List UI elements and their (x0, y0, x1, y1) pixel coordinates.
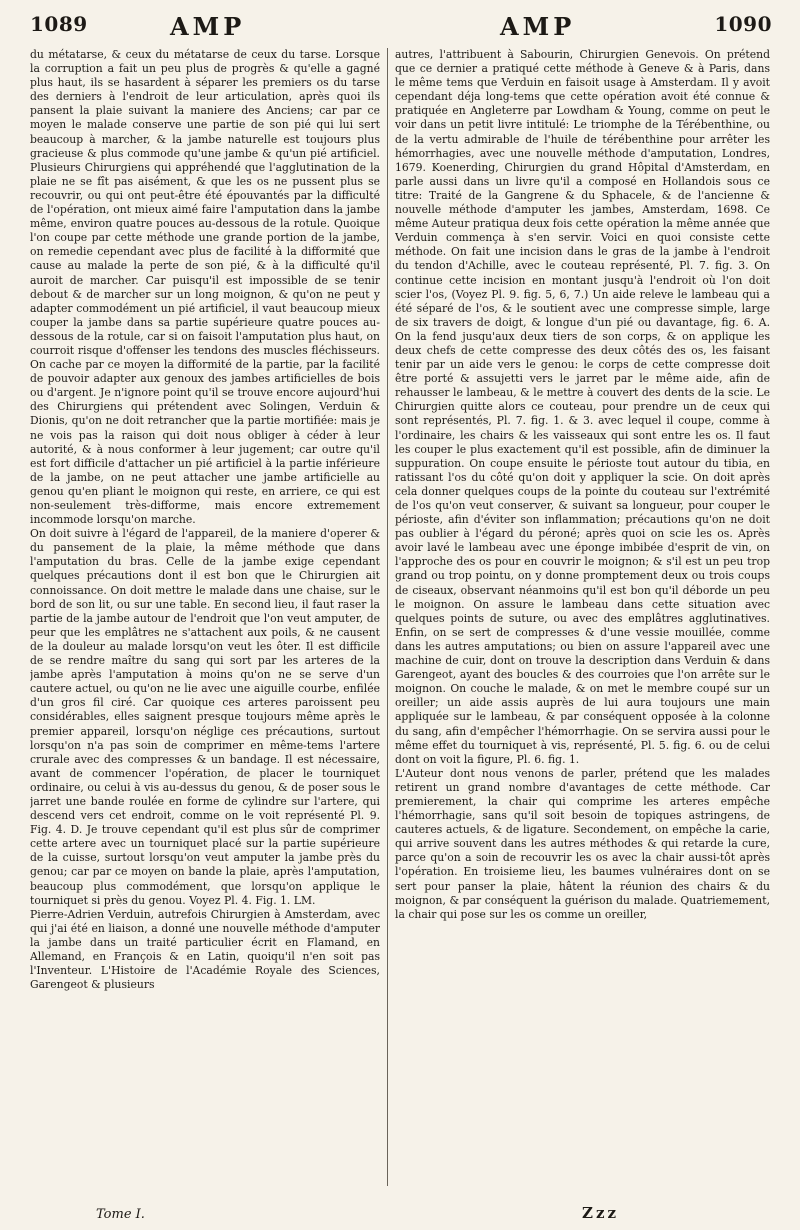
left-column (30, 48, 380, 1230)
left-paragraph-3: Pierre-Adrien Verduin, autrefois Chirurgien à Amsterdam, avec qui j'ai été en liaison, a donné une nouvelle méthode d'amputer la jambe dans un traité particulier écrit en Flamand, en Allemand, en François & en Latin, quoiqu'il n'en soit pas l'Inventeur. L'Histoire de l'Académie Royale des Sciences, Garengeot & plusieurs (30, 907, 380, 992)
column-divider (387, 48, 388, 1186)
right-paragraph-2: L'Auteur dont nous venons de parler, prétend que les malades retirent un grand nombre d'avantages de cette méthode. Car premierement, la chair qui comprime les arteres empêche l'hémorrhagie, sans qu'il soit besoin de topiques astringens, de cauteres actuels, & de ligature. Secondement, on empêche la carie, qui arrive souvent dans les autres méthodes & qui retarde la cure, parce qu'on a soin de recouvrir les os avec la chair aussi-tôt après l'opération. En troisieme lieu, les baumes vulnéraires dont on se sert pour panser la plaie, hâtent la réunion des chairs & du moignon, & par conséquent la guérison du malade. Quatriemement, la chair qui pose sur les os comme un oreiller, (395, 766, 770, 921)
volume-label: Tome I. (96, 1207, 145, 1222)
right-column (395, 48, 770, 1230)
left-paragraph-2: On doit suivre à l'égard de l'appareil, de la maniere d'operer & du pansement de la plaie, la même méthode que dans l'amputation du bras. Celle de la jambe exige cependant quelques précautions dont il est bon que le Chirurgien ait connoissance. On doit mettre le malade dans une chaise, sur le bord de son lit, ou sur une table. En second lieu, il faut raser la partie de la jambe autour de l'endroit que l'on veut amputer, de peur que les emplâtres ne s'attachent aux poils, & ne causent de la douleur au malade lorsqu'on veut les ôter. Il est difficile de se rendre maître du sang qui sort par les arteres de la jambe après l'amputation à moins qu'on ne se serve d'un cautere actuel, ou qu'on ne lie avec une aiguille courbe, enfilée d'un gros fil ciré. Car quoique ces arteres paroissent peu considérables, elles saignent presque toujours même après le premier appareil, lorsqu'on néglige ces précautions, surtout lorsqu'on n'a pas soin de comprimer en même-tems l'artere crurale avec des compresses & un bandage. Il est nécessaire, avant de commencer l'opération, de placer le tourniquet ordinaire, ou celui à vis au-dessus du genou, & de poser sous le jarret une bande roulée en forme de cylindre sur l'artere, qui descend vers cet endroit, comme on le voit représenté Pl. 9. Fig. 4. D. Je trouve cependant qu'il est plus sûr de comprimer cette artere avec un tourniquet placé sur la partie supérieure de la cuisse, surtout lorsqu'on veut amputer la jambe près du genou; car par ce moyen on bande la plaie, après l'amputation, beaucoup plus commodément, que lorsqu'on applique le tourniquet si près du genou. Voyez Pl. 4. Fig. 1. LM. (30, 527, 380, 907)
running-head-right: AMP (500, 12, 576, 41)
page-number-left: 1089 (30, 12, 88, 36)
signature-mark: Zzz (582, 1204, 619, 1222)
running-head-left: AMP (170, 12, 246, 41)
left-paragraph-1: du métatarse, & ceux du métatarse de ceux du tarse. Lorsque la corruption a fait un peu plus de progrès & qu'elle a gagné plus haut, ils se hasardent à séparer les premiers os du tarse des derniers à l'endroit de leur articulation, après quoi ils pansent la plaie suivant la maniere des Anciens; car par ce moyen le malade conserve une partie de son pié qui lui sert beaucoup à marcher, & la jambe naturelle est toujours plus gracieuse & plus commode qu'une jambe & qu'un pié artificiel. Plusieurs Chirurgiens qui appréhendé que l'agglutination de la plaie ne se fît pas aisément, & que les os ne pussent plus se recouvrir, ou qui ont peut-être été épouvantés par la difficulté de l'opération, ont mieux aimé faire l'amputation dans la jambe même, environ quatre pouces au-dessous de la rotule. Quoique l'on coupe par cette méthode une grande portion de la jambe, on remedie cependant avec plus de facilité à la difformité que cause au malade la perte de son pié, & à la difficulté qu'il auroit de marcher. Car puisqu'il est impossible de se tenir debout & de marcher sur un long moignon, & qu'on ne peut y adapter commodément un pié artificiel, il vaut beaucoup mieux couper la jambe dans sa partie supérieure quatre pouces au-dessous de la rotule, car si on faisoit l'amputation plus haut, on courroit risque d'offenser les tendons des muscles fléchisseurs. On cache par ce moyen la difformité de la partie, par la facilité de pouvoir adapter aux genoux des jambes artificielles de bois ou d'argent. Je n'ignore point qu'il se trouve encore aujourd'hui des Chirurgiens qui prétendent avec Solingen, Verduin & Dionis, qu'on ne doit retrancher que la partie mortifiée: mais je ne vois pas la raison qui doit nous obliger à céder à leur autorité, & à nous conformer à leur jugement; car outre qu'il est fort difficile d'attacher un pié artificiel à la partie inférieure de la jambe, on ne peut attacher une jambe artificielle au genou qu'en pliant le moignon qui reste, en arriere, ce qui est non-seulement très-difforme, mais encore extremement incommode lorsqu'on marche. (30, 48, 380, 527)
page-number-right: 1090 (714, 12, 772, 36)
right-paragraph-1: autres, l'attribuent à Sabourin, Chirurgien Genevois. On prétend que ce dernier a pratiqué cette méthode à Geneve & à Paris, dans le même tems que Verduin en faisoit usage à Amsterdam. Il y avoit cependant déja long-tems que cette opération avoit été connue & pratiquée en Angleterre par Lowdham & Young, comme on peut le voir dans un petit livre intitulé: Le triomphe de la Térébenthine, ou de la vertu admirable de l'huile de térébenthine pour arrêter les hémorrhagies, avec une nouvelle méthode d'amputation, Londres, 1679. Koenerding, Chirurgien du grand Hôpital d'Amsterdam, en parle aussi dans un livre qu'il a composé en Hollandois sous ce titre: Traité de la Gangrene & du Sphacele, & de l'ancienne & nouvelle méthode d'amputer les jambes, Amsterdam, 1698. Ce même Auteur pratiqua deux fois cette opération la même année que Verduin commença à s'en servir. Voici en quoi consiste cette méthode. On fait une incision dans le gras de la jambe à l'endroit du tendon d'Achille, avec le couteau représenté, Pl. 7. fig. 3. On continue cette incision en montant jusqu'à l'endroit où l'on doit scier l'os, (Voyez Pl. 9. fig. 5, 6, 7.) Un aide releve le lambeau qui a été séparé de l'os, & le soutient avec une compresse simple, large de six travers de doigt, & longue d'un pié ou davantage, fig. 6. A. On la fend jusqu'aux deux tiers de son corps, & on applique les deux chefs de cette compresse des deux côtés des os, les faisant tenir par un aide vers le genou: le corps de cette compresse doit être porté & assujetti vers le jarret par le même aide, afin de rehausser le lambeau, & le mettre à couvert des dents de la scie. Le Chirurgien quitte alors ce couteau, pour prendre un de ceux qui sont représentés, Pl. 7. fig. 1. & 3. avec lequel il coupe, comme à l'ordinaire, les chairs & les vaisseaux qui sont entre les os. Il faut les couper le plus exactement qu'il est possible, afin de diminuer la suppuration. On coupe ensuite le périoste tout autour du tibia, en ratissant l'os du côté qu'on doit y appliquer la scie. On doit après cela donner quelques coups de la pointe du couteau sur l'extrémité de l'os qu'on veut conserver, & suivant sa longueur, pour couper le périoste, afin d'éviter son inflammation; précautions qu'on ne doit pas oublier à l'égard du péroné; après quoi on scie les os. Après avoir lavé le lambeau avec une éponge imbibée d'esprit de vin, on l'approche des os pour en couvrir le moignon; & s'il est un peu trop grand ou trop pointu, on y donne promptement deux ou trois coups de ciseaux, observant néanmoins qu'il est bon qu'il déborde un peu le moignon. On assure le lambeau dans cette situation avec quelques points de suture, ou avec des emplâtres agglutinatives. Enfin, on se sert de compresses & d'une vessie mouillée, comme dans les autres amputations; ou bien on assure l'appareil avec une machine de cuir, dont on trouve la description dans Verduin & dans Garengeot, ayant des boucles & des courroies que l'on arrête sur le moignon. On couche le malade, & on met le membre coupé sur un oreiller; un aide assis auprès de lui aura toujours une main appliquée sur le lambeau, & par conséquent opposée à la colonne du sang, afin d'empêcher l'hémorrhagie. On se servira aussi pour le même effet du tourniquet à vis, représenté, Pl. 5. fig. 6. ou de celui dont on voit la figure, Pl. 6. fig. 1. (395, 48, 770, 766)
